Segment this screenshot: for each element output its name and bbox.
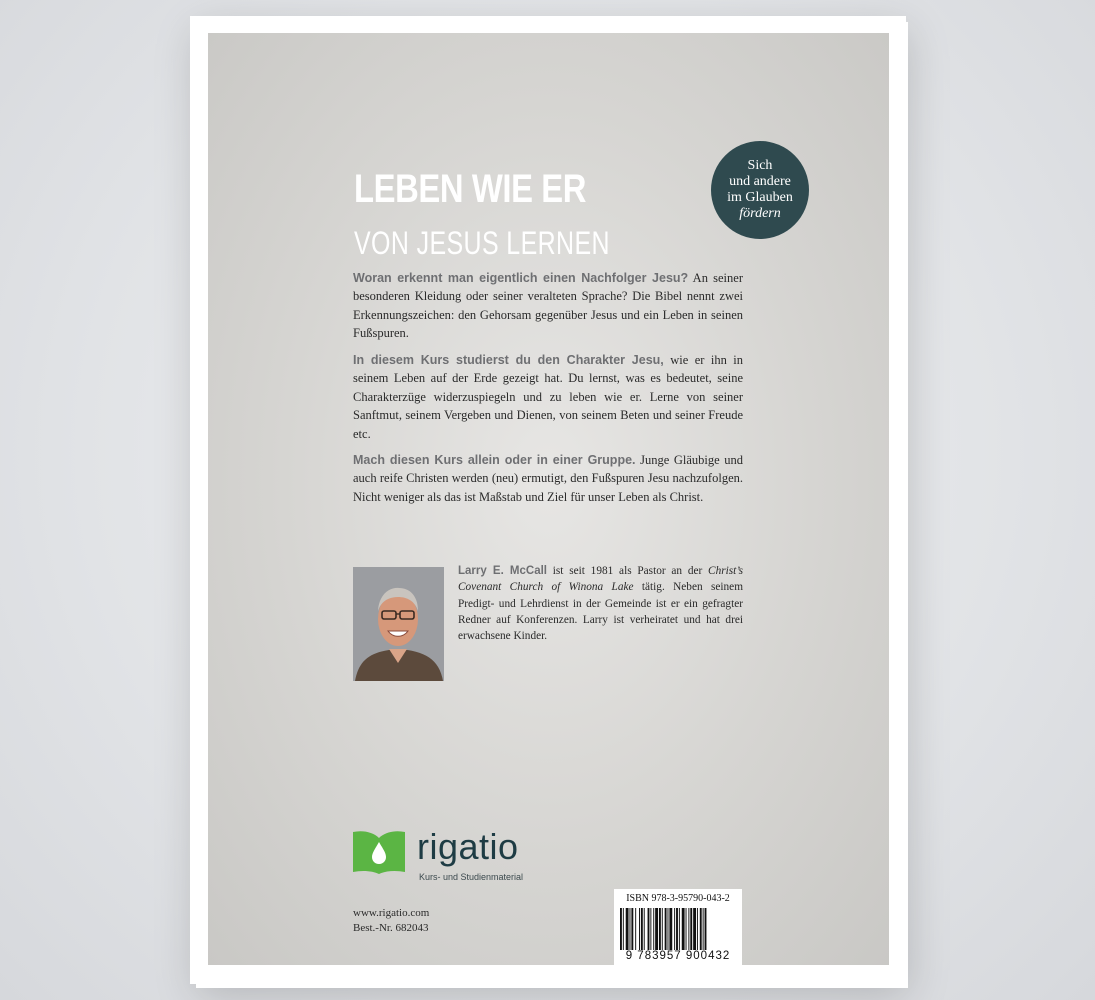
badge-line: Sich [747, 158, 773, 173]
author-bio-text: tätig. Neben seinem Predigt- und Lehrdienst in der Gemeinde ist er ein gefragter Redner auf Konferenzen. Larry ist verheiratet und hat drei erwachsene Kinder. [458, 581, 743, 643]
badge-line-italic: fördern [739, 206, 781, 221]
barcode-bar [650, 908, 651, 950]
blurb-text: An seiner besonderen Kleidung oder seiner veralteten Sprache? Die Bibel nennt zwei Erkennungszeichen: den Gehorsam gegenüber Jesus und ein Leben in seinen Fußspuren. [353, 271, 743, 341]
barcode [614, 889, 742, 965]
barcode-bar [665, 908, 667, 950]
barcode-bar [620, 908, 622, 950]
publisher-url: www.rigatio.com [353, 907, 430, 919]
blurb-paragraph [353, 451, 743, 506]
barcode-bar [635, 908, 636, 950]
publisher-name: rigatio [417, 826, 519, 867]
publisher-logo [353, 826, 553, 890]
barcode-bar [623, 908, 624, 950]
barcode-number: 9 783957 900432 [625, 950, 731, 962]
barcode-bar [676, 908, 678, 950]
barcode-bar [703, 908, 704, 950]
blurb-text: Junge Gläubige und auch reife Christen werden (neu) ermutigt, den Fußspuren Jesu nachzufolgen. Nicht weniger als das ist Maßstab und Ziel für unser Leben als Christ. [353, 453, 744, 504]
author-church: Christ’s Covenant Church of Winona Lake [458, 565, 743, 594]
blurb-paragraph [353, 269, 743, 343]
author-name: Larry E. McCall [458, 565, 547, 577]
barcode-bar [682, 908, 685, 950]
book-back-cover [208, 33, 889, 965]
blurb-lead: In diesem Kurs studierst du den Charakter Jesu, [353, 353, 664, 367]
barcode-bar [669, 908, 672, 950]
badge-line: im Glauben [727, 190, 793, 205]
barcode-bar [655, 908, 658, 950]
blurb-text: wie er ihn in seinem Leben auf der Erde gezeigt hat. Du lernst, was es bedeutet, seine Charakterzüge widerzuspiegeln und zu leben wie er. Lerne von seiner Sanftmut, seinem Vergeben und Dienen, von seinem Beten und seiner Freude etc. [353, 353, 743, 441]
author-photo [353, 567, 444, 681]
barcode-bar [700, 908, 702, 950]
blurb-lead: Woran erkennt man eigentlich einen Nachfolger Jesu? [353, 271, 689, 285]
barcode-bar [641, 908, 643, 950]
author-bio [458, 563, 743, 644]
barcode-bar [688, 908, 689, 950]
barcode-bar [679, 908, 680, 950]
barcode-bar [693, 908, 696, 950]
publisher-tagline: Kurs- und Studienmaterial [419, 872, 524, 882]
author-bio-text: ist seit 1981 als Pastor an der [547, 565, 709, 577]
badge-line: und andere [729, 174, 791, 189]
order-number: Best.-Nr. 682043 [353, 922, 429, 934]
blurb-lead: Mach diesen Kurs allein oder in einer Gruppe. [353, 453, 636, 467]
barcode-bar [639, 908, 640, 950]
barcode-bar [630, 908, 631, 950]
barcode-bar [697, 908, 698, 950]
series-badge [711, 141, 809, 239]
barcode-bar [668, 908, 669, 950]
barcode-bar [644, 908, 645, 950]
barcode-bars [620, 908, 736, 950]
barcode-bar [653, 908, 654, 950]
barcode-bar [631, 908, 633, 950]
barcode-bar [648, 908, 650, 950]
isbn-label: ISBN 978-3-95790-043-2 [626, 893, 730, 904]
barcode-bar [705, 908, 707, 950]
book-subtitle: VON JESUS LERNEN [354, 225, 610, 261]
book-drop-icon [353, 830, 405, 874]
blurb-paragraph [353, 351, 743, 443]
barcode-bar [662, 908, 663, 950]
barcode-bar [659, 908, 661, 950]
barcode-bar [674, 908, 675, 950]
book-title: LEBEN WIE ER [354, 167, 586, 211]
barcode-bar [626, 908, 629, 950]
barcode-bar [686, 908, 687, 950]
barcode-bar [690, 908, 692, 950]
